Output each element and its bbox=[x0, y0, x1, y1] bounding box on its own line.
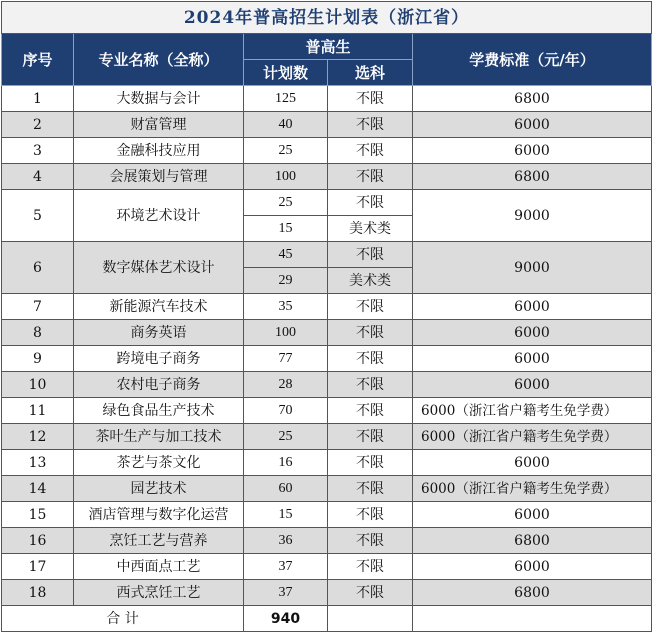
cell-plan: 16 bbox=[244, 450, 328, 476]
cell-plan: 100 bbox=[244, 320, 328, 346]
cell-seq: 18 bbox=[2, 580, 74, 606]
cell-fee: 6000 bbox=[413, 554, 652, 580]
cell-seq: 2 bbox=[2, 112, 74, 138]
header-fee: 学费标准（元/年） bbox=[413, 34, 652, 86]
cell-major: 茶艺与茶文化 bbox=[74, 450, 244, 476]
cell-fee: 6000 bbox=[413, 450, 652, 476]
cell-subject: 不限 bbox=[328, 398, 413, 424]
table-title: 2024年普高招生计划表（浙江省） bbox=[2, 2, 652, 34]
cell-seq: 13 bbox=[2, 450, 74, 476]
cell-subject: 不限 bbox=[328, 554, 413, 580]
cell-fee: 9000 bbox=[413, 190, 652, 242]
table-row bbox=[2, 112, 652, 138]
cell-plan: 29 bbox=[244, 268, 328, 294]
cell-plan: 40 bbox=[244, 112, 328, 138]
cell-fee: 9000 bbox=[413, 242, 652, 294]
table-body bbox=[2, 86, 652, 606]
table-row bbox=[2, 398, 652, 424]
cell-major: 农村电子商务 bbox=[74, 372, 244, 398]
cell-plan: 70 bbox=[244, 398, 328, 424]
cell-fee: 6000 bbox=[413, 112, 652, 138]
cell-seq: 10 bbox=[2, 372, 74, 398]
cell-seq: 8 bbox=[2, 320, 74, 346]
cell-major: 商务英语 bbox=[74, 320, 244, 346]
cell-seq: 11 bbox=[2, 398, 74, 424]
cell-plan: 36 bbox=[244, 528, 328, 554]
cell-plan: 45 bbox=[244, 242, 328, 268]
cell-major: 西式烹饪工艺 bbox=[74, 580, 244, 606]
cell-major: 金融科技应用 bbox=[74, 138, 244, 164]
cell-subject: 不限 bbox=[328, 294, 413, 320]
table-row bbox=[2, 346, 652, 372]
cell-subject: 不限 bbox=[328, 320, 413, 346]
cell-major: 环境艺术设计 bbox=[74, 190, 244, 242]
cell-plan: 125 bbox=[244, 86, 328, 112]
cell-subject: 不限 bbox=[328, 190, 413, 216]
cell-plan: 60 bbox=[244, 476, 328, 502]
cell-major: 绿色食品生产技术 bbox=[74, 398, 244, 424]
cell-major: 会展策划与管理 bbox=[74, 164, 244, 190]
cell-subject: 不限 bbox=[328, 86, 413, 112]
table-row bbox=[2, 86, 652, 112]
cell-plan: 28 bbox=[244, 372, 328, 398]
cell-major: 大数据与会计 bbox=[74, 86, 244, 112]
table-row bbox=[2, 424, 652, 450]
cell-fee: 6800 bbox=[413, 528, 652, 554]
cell-subject: 不限 bbox=[328, 372, 413, 398]
cell-subject: 不限 bbox=[328, 242, 413, 268]
cell-seq: 4 bbox=[2, 164, 74, 190]
cell-plan: 37 bbox=[244, 580, 328, 606]
header-major: 专业名称（全称） bbox=[74, 34, 244, 86]
header-seq: 序号 bbox=[2, 34, 74, 86]
table-row bbox=[2, 528, 652, 554]
cell-subject: 不限 bbox=[328, 138, 413, 164]
cell-fee: 6000 bbox=[413, 138, 652, 164]
cell-fee: 6000 bbox=[413, 372, 652, 398]
cell-major: 烹饪工艺与营养 bbox=[74, 528, 244, 554]
table-row bbox=[2, 164, 652, 190]
cell-seq: 1 bbox=[2, 86, 74, 112]
cell-plan: 35 bbox=[244, 294, 328, 320]
table-row bbox=[2, 554, 652, 580]
total-empty-subject bbox=[328, 606, 413, 632]
cell-seq: 5 bbox=[2, 190, 74, 242]
cell-plan: 25 bbox=[244, 190, 328, 216]
cell-fee: 6000（浙江省户籍考生免学费） bbox=[413, 424, 652, 450]
plan-table-container bbox=[1, 1, 651, 631]
cell-fee: 6800 bbox=[413, 164, 652, 190]
cell-subject: 不限 bbox=[328, 424, 413, 450]
header-plan: 计划数 bbox=[244, 60, 328, 86]
cell-plan: 77 bbox=[244, 346, 328, 372]
table-row bbox=[2, 372, 652, 398]
cell-seq: 17 bbox=[2, 554, 74, 580]
cell-seq: 9 bbox=[2, 346, 74, 372]
cell-plan: 100 bbox=[244, 164, 328, 190]
table-row bbox=[2, 450, 652, 476]
cell-major: 新能源汽车技术 bbox=[74, 294, 244, 320]
cell-fee: 6000 bbox=[413, 320, 652, 346]
cell-seq: 7 bbox=[2, 294, 74, 320]
cell-major: 数字媒体艺术设计 bbox=[74, 242, 244, 294]
cell-subject: 不限 bbox=[328, 164, 413, 190]
total-label: 合 计 bbox=[2, 606, 244, 632]
cell-major: 中西面点工艺 bbox=[74, 554, 244, 580]
table-row bbox=[2, 476, 652, 502]
cell-plan: 15 bbox=[244, 502, 328, 528]
cell-seq: 14 bbox=[2, 476, 74, 502]
cell-seq: 6 bbox=[2, 242, 74, 294]
cell-fee: 6000 bbox=[413, 346, 652, 372]
cell-subject: 不限 bbox=[328, 528, 413, 554]
header-subject: 选科 bbox=[328, 60, 413, 86]
table-row bbox=[2, 580, 652, 606]
table-row bbox=[2, 502, 652, 528]
cell-plan: 15 bbox=[244, 216, 328, 242]
cell-fee: 6000（浙江省户籍考生免学费） bbox=[413, 476, 652, 502]
cell-plan: 37 bbox=[244, 554, 328, 580]
cell-fee: 6800 bbox=[413, 580, 652, 606]
cell-subject: 不限 bbox=[328, 450, 413, 476]
header-group: 普高生 bbox=[244, 34, 413, 60]
total-row bbox=[2, 606, 652, 632]
table-row bbox=[2, 138, 652, 164]
cell-subject: 不限 bbox=[328, 346, 413, 372]
table-row bbox=[2, 190, 652, 216]
cell-subject: 不限 bbox=[328, 476, 413, 502]
enrollment-plan-table bbox=[1, 1, 652, 632]
cell-fee: 6000 bbox=[413, 502, 652, 528]
cell-major: 园艺技术 bbox=[74, 476, 244, 502]
cell-major: 酒店管理与数字化运营 bbox=[74, 502, 244, 528]
cell-subject: 不限 bbox=[328, 112, 413, 138]
table-row bbox=[2, 242, 652, 268]
cell-plan: 25 bbox=[244, 424, 328, 450]
cell-seq: 3 bbox=[2, 138, 74, 164]
total-value: 940 bbox=[244, 606, 328, 632]
cell-fee: 6800 bbox=[413, 86, 652, 112]
cell-fee: 6000（浙江省户籍考生免学费） bbox=[413, 398, 652, 424]
table-row bbox=[2, 294, 652, 320]
cell-seq: 12 bbox=[2, 424, 74, 450]
cell-subject: 不限 bbox=[328, 502, 413, 528]
cell-seq: 16 bbox=[2, 528, 74, 554]
cell-subject: 美术类 bbox=[328, 216, 413, 242]
cell-major: 跨境电子商务 bbox=[74, 346, 244, 372]
table-row bbox=[2, 320, 652, 346]
cell-seq: 15 bbox=[2, 502, 74, 528]
cell-subject: 美术类 bbox=[328, 268, 413, 294]
total-empty-fee bbox=[413, 606, 652, 632]
cell-subject: 不限 bbox=[328, 580, 413, 606]
cell-fee: 6000 bbox=[413, 294, 652, 320]
cell-major: 茶叶生产与加工技术 bbox=[74, 424, 244, 450]
cell-major: 财富管理 bbox=[74, 112, 244, 138]
cell-plan: 25 bbox=[244, 138, 328, 164]
